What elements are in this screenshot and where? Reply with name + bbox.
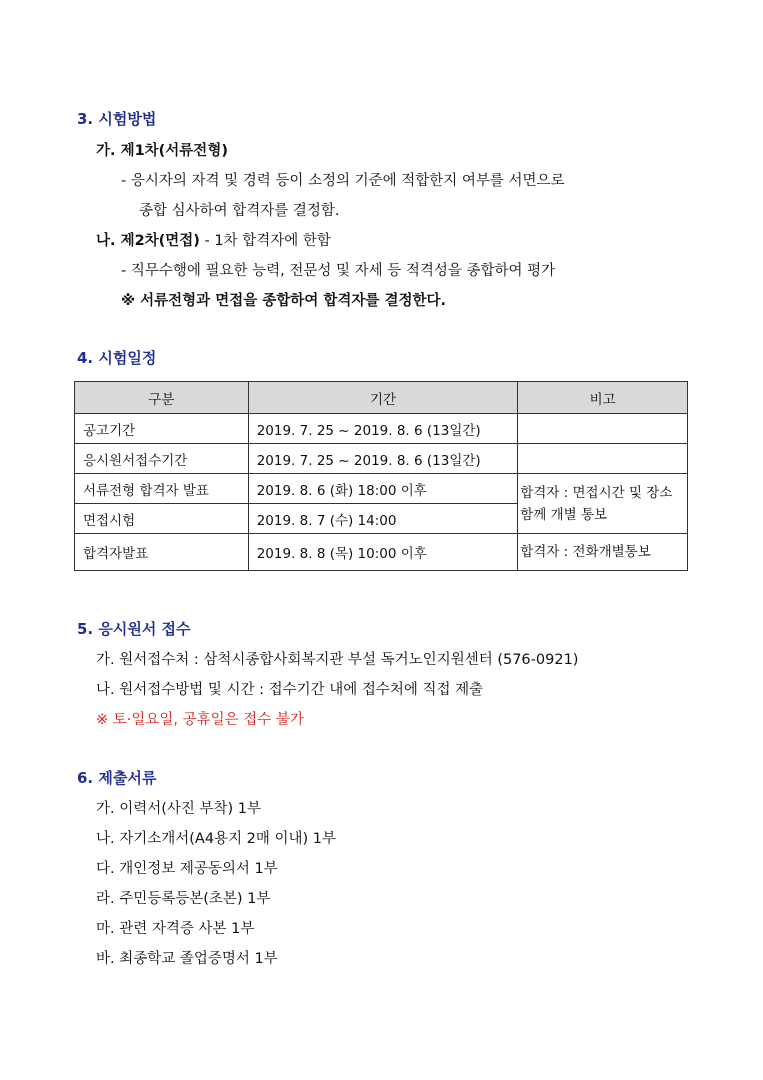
exam-stage-2-title: 나. 제2차(면접) [96, 233, 200, 249]
exam-stage-2-row [96, 229, 331, 250]
row-period: 2019. 8. 8 (목) 10:00 이후 [248, 534, 518, 571]
exam-stage-1-desc-line1: - 응시자의 자격 및 경력 등이 소정의 기준에 적합한지 여부를 서면으로 [121, 173, 565, 189]
document-item: 다. 개인정보 제공동의서 1부 [96, 861, 278, 877]
row-note: 합격자 : 전화개별통보 [518, 534, 688, 571]
exam-method-note: ※ 서류전형과 면접을 종합하여 합격자를 결정한다. [121, 293, 446, 309]
row-period: 2019. 8. 7 (수) 14:00 [248, 504, 518, 534]
row-category: 서류전형 합격자 발표 [75, 474, 249, 504]
row-category: 공고기간 [75, 414, 249, 444]
document-item: 가. 이력서(사진 부착) 1부 [96, 801, 262, 817]
column-header-note: 비고 [518, 382, 688, 414]
row-note: 합격자 : 면접시간 및 장소 함께 개별 통보 [518, 474, 688, 534]
document-item: 나. 자기소개서(A4용지 2매 이내) 1부 [96, 831, 337, 847]
row-note [518, 444, 688, 474]
table-row [75, 444, 688, 474]
exam-stage-1-title: 가. 제1차(서류전형) [96, 143, 228, 159]
table-row [75, 534, 688, 571]
schedule-table [74, 381, 688, 571]
application-location: 가. 원서접수처 : 삼척시종합사회복지관 부설 독거노인지원센터 (576-0921) [96, 652, 579, 668]
row-period: 2019. 7. 25 ~ 2019. 8. 6 (13일간) [248, 444, 518, 474]
row-category: 합격자발표 [75, 534, 249, 571]
column-header-period: 기간 [248, 382, 518, 414]
row-category: 응시원서접수기간 [75, 444, 249, 474]
row-period: 2019. 8. 6 (화) 18:00 이후 [248, 474, 518, 504]
document-item: 바. 최종학교 졸업증명서 1부 [96, 951, 278, 967]
exam-stage-1-desc-line2: 종합 심사하여 합격자를 결정함. [139, 203, 340, 219]
column-header-category: 구분 [75, 382, 249, 414]
section-6-heading: 6. 제출서류 [77, 769, 157, 787]
application-method: 나. 원서접수방법 및 시간 : 접수기간 내에 접수처에 직접 제출 [96, 682, 484, 698]
row-category: 면접시험 [75, 504, 249, 534]
exam-stage-2-desc: - 직무수행에 필요한 능력, 전문성 및 자세 등 적격성을 종합하여 평가 [121, 263, 556, 279]
section-3-heading: 3. 시험방법 [77, 110, 157, 128]
section-5-heading: 5. 응시원서 접수 [77, 620, 191, 638]
row-period: 2019. 7. 25 ~ 2019. 8. 6 (13일간) [248, 414, 518, 444]
exam-stage-2-suffix: - 1차 합격자에 한함 [199, 233, 331, 249]
application-note: ※ 토·일요일, 공휴일은 접수 불가 [96, 712, 304, 728]
table-row [75, 414, 688, 444]
table-row [75, 474, 688, 504]
document-item: 라. 주민등록등본(초본) 1부 [96, 891, 271, 907]
document-item: 마. 관련 자격증 사본 1부 [96, 921, 255, 937]
row-note [518, 414, 688, 444]
section-4-heading: 4. 시험일정 [77, 349, 157, 367]
table-header-row [75, 382, 688, 414]
